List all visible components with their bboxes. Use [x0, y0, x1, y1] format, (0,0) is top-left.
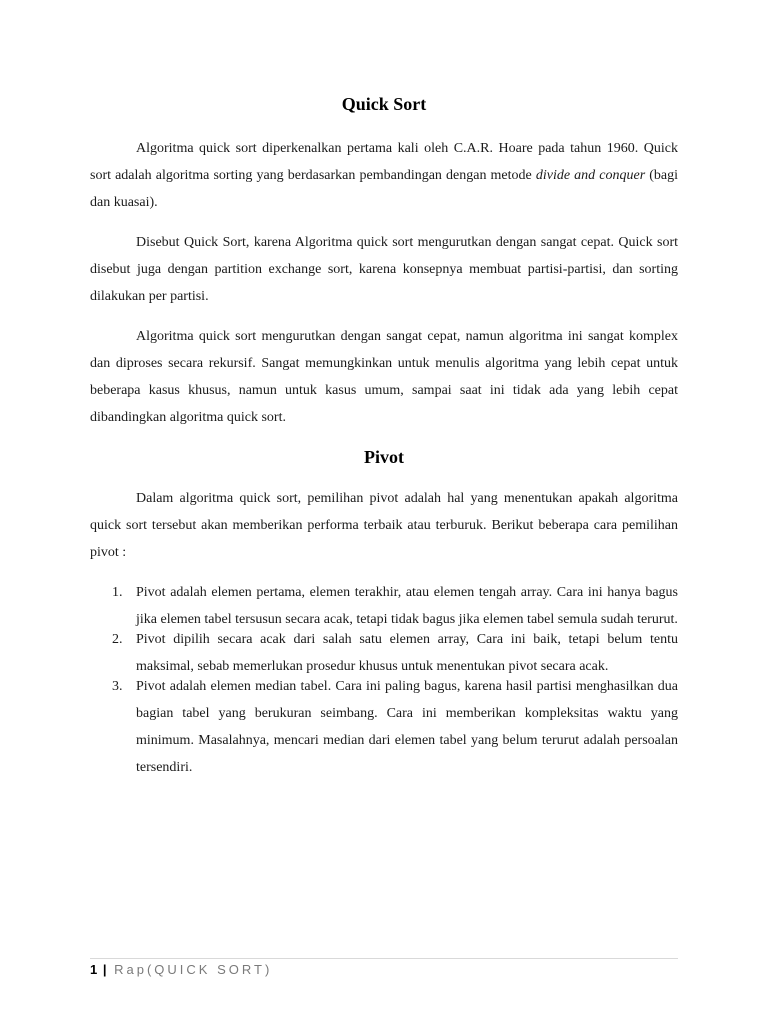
page-footer	[90, 958, 678, 979]
pivot-intro-paragraph: Dalam algoritma quick sort, pemilihan pivot adalah hal yang menentukan apakah algoritma quick sort tersebut akan memberikan performa terbaik atau terburuk. Berikut beberapa cara pemilihan pivot :	[90, 491, 678, 560]
list-item-number: 3.	[112, 679, 123, 694]
list-item-text: Pivot adalah elemen median tabel. Cara ini paling bagus, karena hasil partisi menghasilkan dua bagian tabel yang berukuran seimbang. Cara ini memberikan kompleksitas waktu yang minimum. Masalahnya, mencari median dari elemen tabel yang belum terurut adalah persoalan tersendiri.	[136, 679, 678, 775]
list-item	[90, 626, 678, 680]
intro-paragraph-1-italic: divide and conquer	[535, 168, 646, 183]
intro-paragraph-2: Disebut Quick Sort, karena Algoritma quick sort mengurutkan dengan sangat cepat. Quick sort disebut juga dengan partition exchange sort, karena konsepnya membuat partisi-partisi, dan sorting dilakukan per partisi.	[90, 235, 678, 304]
document-title: Quick Sort	[341, 94, 427, 114]
list-item-number: 2.	[112, 632, 123, 647]
list-item	[90, 673, 678, 781]
list-item-number: 1.	[112, 585, 123, 600]
list-item	[90, 579, 678, 633]
footer-page-number: 1	[90, 962, 98, 977]
pivot-heading: Pivot	[364, 447, 404, 467]
intro-paragraph-1-tail: (bagi dan kuasai).	[90, 168, 679, 210]
list-item-text: Pivot dipilih secara acak dari salah satu elemen array, Cara ini baik, tetapi belum tentu maksimal, sebab memerlukan prosedur khusus untuk menentukan pivot secara acak.	[136, 632, 678, 674]
pivot-methods-list	[90, 579, 678, 781]
intro-paragraph-3: Algoritma quick sort mengurutkan dengan sangat cepat, namun algoritma ini sangat komplex dan diproses secara rekursif. Sangat memungkinkan untuk menulis algoritma yang lebih cepat untuk beberapa kasus khusus, namun untuk kasus umum, sampai saat ini tidak ada yang lebih cepat dibandingkan algoritma quick sort.	[90, 329, 678, 425]
intro-paragraph-1-text: Algoritma quick sort diperkenalkan pertama kali oleh C.A.R. Hoare pada tahun 1960. Quick sort adalah algoritma sorting yang berdasarkan pembandingan dengan metode	[90, 141, 678, 183]
intro-paragraph-1	[90, 135, 678, 216]
page-content	[90, 92, 678, 774]
footer-separator: |	[102, 962, 107, 977]
footer-running-head: Rap(QUICK SORT)	[114, 962, 273, 977]
list-item-text: Pivot adalah elemen pertama, elemen terakhir, atau elemen tengah array. Cara ini hanya bagus jika elemen tabel tersusun secara acak, tetapi tidak bagus jika elemen tabel semula sudah terurut.	[136, 585, 678, 627]
